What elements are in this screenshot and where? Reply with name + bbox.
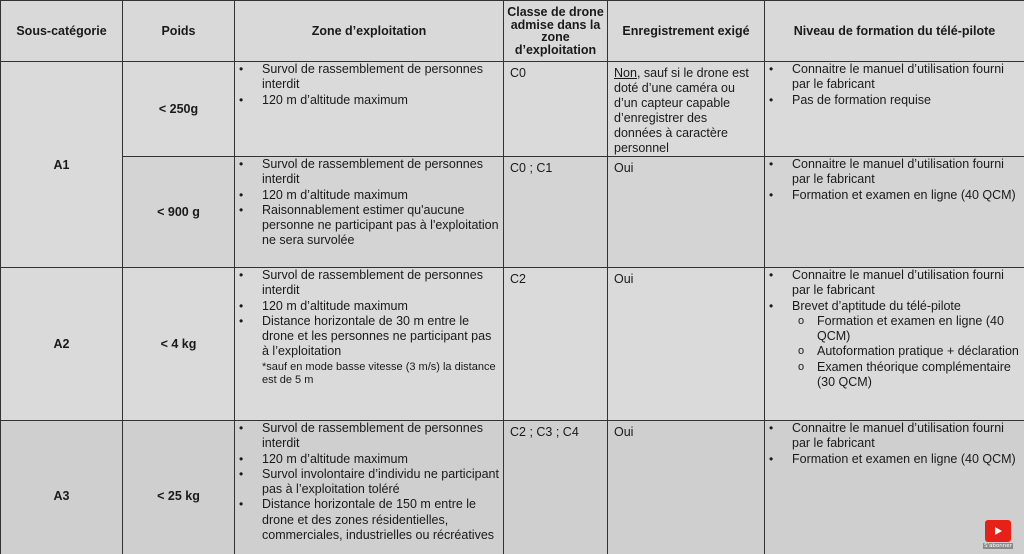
- zone-cell: [235, 157, 504, 268]
- registration-cell: [608, 268, 765, 421]
- header-drone-class: Classe de drone admise dans la zone d’exploitation: [504, 1, 608, 62]
- list-item-text: Brevet d’aptitude du télé-pilote: [792, 298, 961, 313]
- class-text: C2 ; C3 ; C4: [510, 425, 579, 439]
- list-item: • 120 m d’altitude maximum: [235, 299, 499, 314]
- list-item: • Pas de formation requise: [765, 93, 1020, 108]
- registration-text: Oui: [614, 161, 634, 175]
- registration-text: Oui: [614, 272, 634, 286]
- class-cell: [504, 268, 608, 421]
- sub-list-item: o Formation et examen en ligne (40 QCM): [795, 314, 1020, 345]
- class-text: C0: [510, 66, 526, 80]
- weight-cell: < 250g: [123, 62, 235, 157]
- class-cell: [504, 421, 608, 554]
- header-zone: Zone d’exploitation: [235, 1, 504, 62]
- zone-cell: [235, 62, 504, 157]
- list-item: • Survol de rassemblement de personnes interdit: [235, 157, 499, 188]
- class-text: C2: [510, 272, 526, 286]
- registration-no: Non: [614, 66, 637, 80]
- weight-cell: < 25 kg: [123, 421, 235, 554]
- table-row: [1, 421, 1024, 554]
- list-item: • 120 m d’altitude maximum: [235, 452, 499, 467]
- list-item: [765, 299, 1020, 391]
- training-cell: [765, 157, 1024, 268]
- training-cell: [765, 62, 1024, 157]
- zone-note: *sauf en mode basse vitesse (3 m/s) la distance est de 5 m: [262, 360, 496, 387]
- subscribe-button[interactable]: [983, 520, 1013, 550]
- registration-text: Oui: [614, 425, 634, 439]
- list-item-text: Distance horizontale de 30 m entre le drone et les personnes ne participant pas à l’exploitation: [262, 313, 492, 359]
- list-item: • Distance horizontale de 150 m entre le drone et des zones résidentielles, commerciales, industrielles ou récréatives: [235, 497, 499, 543]
- training-cell: [765, 268, 1024, 421]
- registration-condition: , sauf si le drone est doté d’une caméra ou d’un capteur capable d’enregistrer des données à caractère personnel: [614, 66, 749, 155]
- list-item: • 120 m d’altitude maximum: [235, 188, 499, 203]
- class-cell: [504, 62, 608, 157]
- category-cell: A3: [1, 421, 123, 554]
- header-training: Niveau de formation du télé-pilote: [765, 1, 1024, 62]
- list-item: • Formation et examen en ligne (40 QCM): [765, 452, 1020, 467]
- class-cell: [504, 157, 608, 268]
- zone-cell: [235, 268, 504, 421]
- list-item: [235, 314, 499, 388]
- category-cell: A2: [1, 268, 123, 421]
- list-item: • Connaitre le manuel d’utilisation fourni par le fabricant: [765, 268, 1020, 299]
- list-item: • Connaitre le manuel d’utilisation fourni par le fabricant: [765, 62, 1020, 93]
- list-item: • Survol de rassemblement de personnes interdit: [235, 62, 499, 93]
- list-item: • Connaitre le manuel d’utilisation fourni par le fabricant: [765, 421, 1020, 452]
- registration-cell: [608, 157, 765, 268]
- class-text: C0 ; C1: [510, 161, 553, 175]
- header-subcategory: Sous-catégorie: [1, 1, 123, 62]
- zone-cell: [235, 421, 504, 554]
- weight-cell: < 4 kg: [123, 268, 235, 421]
- list-item: • Connaitre le manuel d’utilisation fourni par le fabricant: [765, 157, 1020, 188]
- list-item: • Formation et examen en ligne (40 QCM): [765, 188, 1020, 203]
- table-row: [1, 62, 1024, 157]
- header-registration: Enregistrement exigé: [608, 1, 765, 62]
- table-row: [1, 268, 1024, 421]
- sub-list-item: o Autoformation pratique + déclaration: [795, 344, 1020, 359]
- list-item: • Survol de rassemblement de personnes interdit: [235, 421, 499, 452]
- list-item: • 120 m d’altitude maximum: [235, 93, 499, 108]
- registration-cell: [608, 62, 765, 157]
- list-item: • Raisonnablement estimer qu'aucune personne ne participant pas à l'exploitation ne sera survolée: [235, 203, 499, 249]
- subscribe-label: S'abonner: [984, 543, 1012, 549]
- sub-list-item: o Examen théorique complémentaire (30 QCM): [795, 360, 1020, 391]
- header-weight: Poids: [123, 1, 235, 62]
- list-item: • Survol de rassemblement de personnes interdit: [235, 268, 499, 299]
- category-cell: A1: [1, 62, 123, 268]
- header-row: [1, 1, 1024, 62]
- play-icon: [985, 520, 1011, 542]
- registration-text: [608, 62, 764, 156]
- weight-cell: < 900 g: [123, 157, 235, 268]
- table-row: [1, 157, 1024, 268]
- registration-cell: [608, 421, 765, 554]
- list-item: • Survol involontaire d’individu ne participant pas à l’exploitation toléré: [235, 467, 499, 498]
